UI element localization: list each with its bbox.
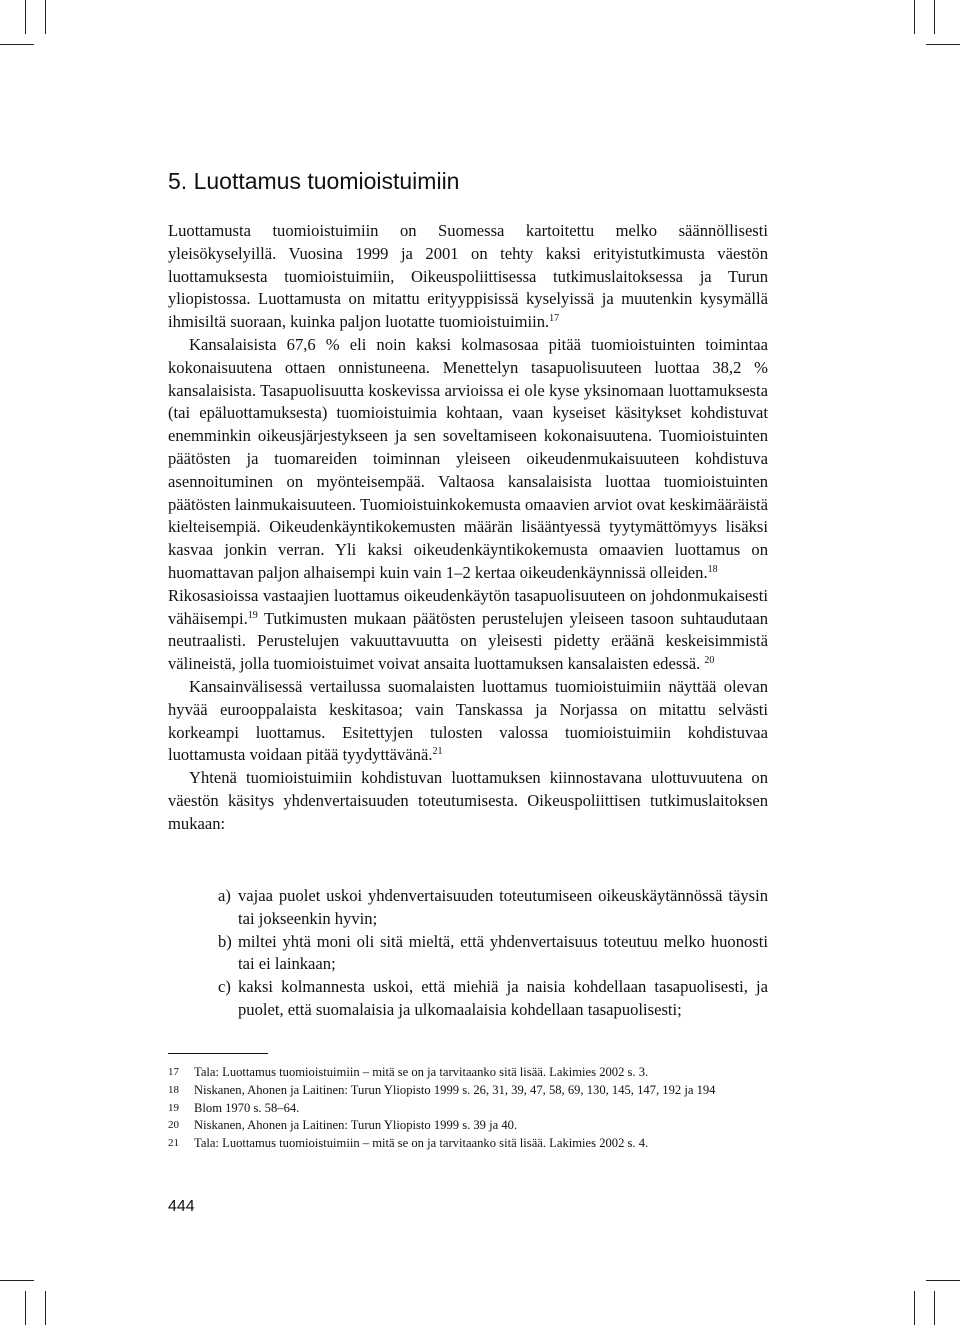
crop-mark-top-left-h (0, 44, 34, 45)
paragraph-4-text: Yhtenä tuomioistuimiin kohdistuvan luottamuksen kiinnostavana ulottuvuutena on väestön käsitys yhdenvertaisuuden toteutumisesta. Oikeuspoliittisen tutkimuslaitoksen mukaan: (168, 768, 768, 833)
paragraph-2b-text: Rikosasioissa vastaajien luottamus oikeudenkäytön tasapuolisuuteen on johdonmukaisesti vähäisempi. (168, 585, 768, 628)
footnote (168, 1117, 778, 1135)
paragraph-1 (168, 220, 768, 334)
crop-mark-bottom-left-v2 (45, 1291, 46, 1325)
footnote-ref-18: 18 (707, 563, 718, 575)
paragraph-3-text: Kansainvälisessä vertailussa suomalaisten luottamus tuomioistuimiin näyttää olevan hyvää eurooppalaista keskitasoa; vain Tanskassa ja Norjassa on mitattu selvästi korkeampi luottamus. Esitettyjen tulosten valossa tuomioistuimiin kohdistuvaa luottamusta voidaan pitää tyydyttävänä. (168, 676, 768, 765)
footnote-text: Niskanen, Ahonen ja Laitinen: Turun Yliopisto 1999 s. 39 ja 40. (194, 1118, 518, 1133)
paragraph-2 (168, 334, 768, 676)
list-marker: a) (218, 886, 231, 905)
footnote-ref-20: 20 (704, 655, 715, 667)
footnote-number: 17 (168, 1066, 179, 1078)
crop-mark-top-right-h (926, 44, 960, 45)
footnote-number: 19 (168, 1101, 179, 1114)
footnote-ref-21: 21 (432, 746, 443, 758)
footnote (168, 1100, 778, 1118)
footnote-text: Niskanen, Ahonen ja Laitinen: Turun Yliopisto 1999 s. 26, 31, 39, 47, 58, 69, 130, 145, 147, 192 ja 194 (194, 1082, 716, 1097)
footnote (168, 1064, 778, 1082)
list-item-text: miltei yhtä moni oli sitä mieltä, että yhdenvertaisuus toteutuu melko huonosti tai ei lainkaan; (238, 931, 768, 974)
crop-mark-bottom-left-v (25, 1291, 26, 1325)
footnote-ref-17: 17 (549, 313, 560, 325)
crop-mark-top-left-v (45, 0, 46, 34)
crop-mark-bottom-left-h (0, 1280, 34, 1281)
crop-mark-bottom-right-v (914, 1291, 915, 1325)
footnote-text: Blom 1970 s. 58–64. (194, 1100, 300, 1115)
footnote-number: 21 (168, 1137, 179, 1150)
footnote-number: 20 (168, 1119, 179, 1132)
footnote-number: 18 (168, 1083, 179, 1096)
paragraph-4 (168, 767, 768, 835)
list-marker: c) (218, 977, 231, 997)
crop-mark-bottom-right-h (926, 1280, 960, 1281)
body-text (168, 220, 768, 836)
paragraph-2c-text: Tutkimusten mukaan päätösten perustelujen yleiseen tasoon suhtaudutaan neutraalisti. Perustelujen vakuuttavuutta on yleisesti pidetty eräänä keskeisimmistä välineistä, jolla tuomioistuimet voivat ansaita luottamuksen kansalaisten edessä. (168, 608, 768, 674)
page-title: 5. Luottamus tuomioistuimiin (168, 168, 460, 194)
list-marker: b) (218, 931, 232, 951)
list-item (218, 931, 768, 977)
footnote (168, 1082, 778, 1100)
paragraph-1-text: Luottamusta tuomioistuimiin on Suomessa kartoitettu melko säännöllisesti yleisökyselyillä. Vuosina 1999 ja 2001 on tehty kaksi erityistutkimusta väestön luottamuksesta tuomioistuimiin, Oikeuspoliittisessa tutkimuslaitoksessa ja Turun yliopistossa. Luottamusta on mitattu erityyppisissä kyselyissä ja muutenkin kysymällä ihmisiltä suoraan, kuinka paljon luotatte tuomioistuimiin. (168, 221, 768, 332)
paragraph-2a-text: Kansalaisista 67,6 % eli noin kaksi kolmasosaa pitää tuomioistuinten toimintaa kokonaisuutena ottaen onnistuneena. Menettelyn tasapuolisuuteen luottaa 38,2 % kansalaisista. Tasapuolisuutta koskevissa arvioissa ei ole kyse yksinomaan luottamuksesta (tai epäluottamuksesta) tuomioistuimia kohtaan, vaan kyseiset käsitykset kohdistuvat enemminkin oikeusjärjestykseen ja sen soveltamiseen kokonaisuutena. Tuomioistuinten päätösten ja tuomareiden toiminnan yleiseen oikeudenmukaisuuteen kohdistuva asennoituminen on myönteisempää. Valtaosa kansalaisista luottaa tuomioistuinten päätösten lainmukaisuuteen. Tuomioistuinkokemusta omaavien arviot ovat keskimääräistä kielteisempiä. Oikeudenkäyntikokemusten määrän lisääntyessä tyytymättömyys lisäksi kasvaa jonkin verran. Yli kaksi oikeudenkäyntikokemusta omaavien luottamus on huomattavan paljon alhaisempi kuin vain 1–2 kertaa oikeudenkäynnissä olleiden. (168, 334, 768, 582)
findings-list (218, 885, 768, 1022)
list-item-text: vajaa puolet uskoi yhdenvertaisuuden toteutumiseen oikeuskäytännössä täysin tai jokseenkin hyvin; (238, 886, 768, 928)
footnote-ref-19: 19 (247, 609, 258, 621)
list-item-text: kaksi kolmannesta uskoi, että miehiä ja naisia kohdellaan tasapuolisesti, ja puolet, että suomalaisia ja ulkomaalaisia kohdellaan tasapuolisesti; (238, 977, 768, 1019)
crop-mark-top-right-v (914, 0, 915, 34)
list-item (218, 976, 768, 1022)
footnote-text: Tala: Luottamus tuomioistuimiin – mitä se on ja tarvitaanko sitä lisää. Lakimies 2002 s. 3. (194, 1065, 649, 1079)
paragraph-3 (168, 676, 768, 767)
footnote-text: Tala: Luottamus tuomioistuimiin – mitä se on ja tarvitaanko sitä lisää. Lakimies 2002 s. 4. (194, 1136, 649, 1151)
crop-mark-top-right-v2 (934, 0, 935, 34)
list-item (218, 885, 768, 931)
page-number: 444 (168, 1198, 195, 1215)
footnote (168, 1135, 778, 1153)
footnotes (168, 1064, 778, 1153)
footnote-divider (168, 1053, 268, 1054)
crop-mark-top-left-v2 (25, 0, 26, 34)
crop-mark-bottom-right-v2 (934, 1291, 935, 1325)
